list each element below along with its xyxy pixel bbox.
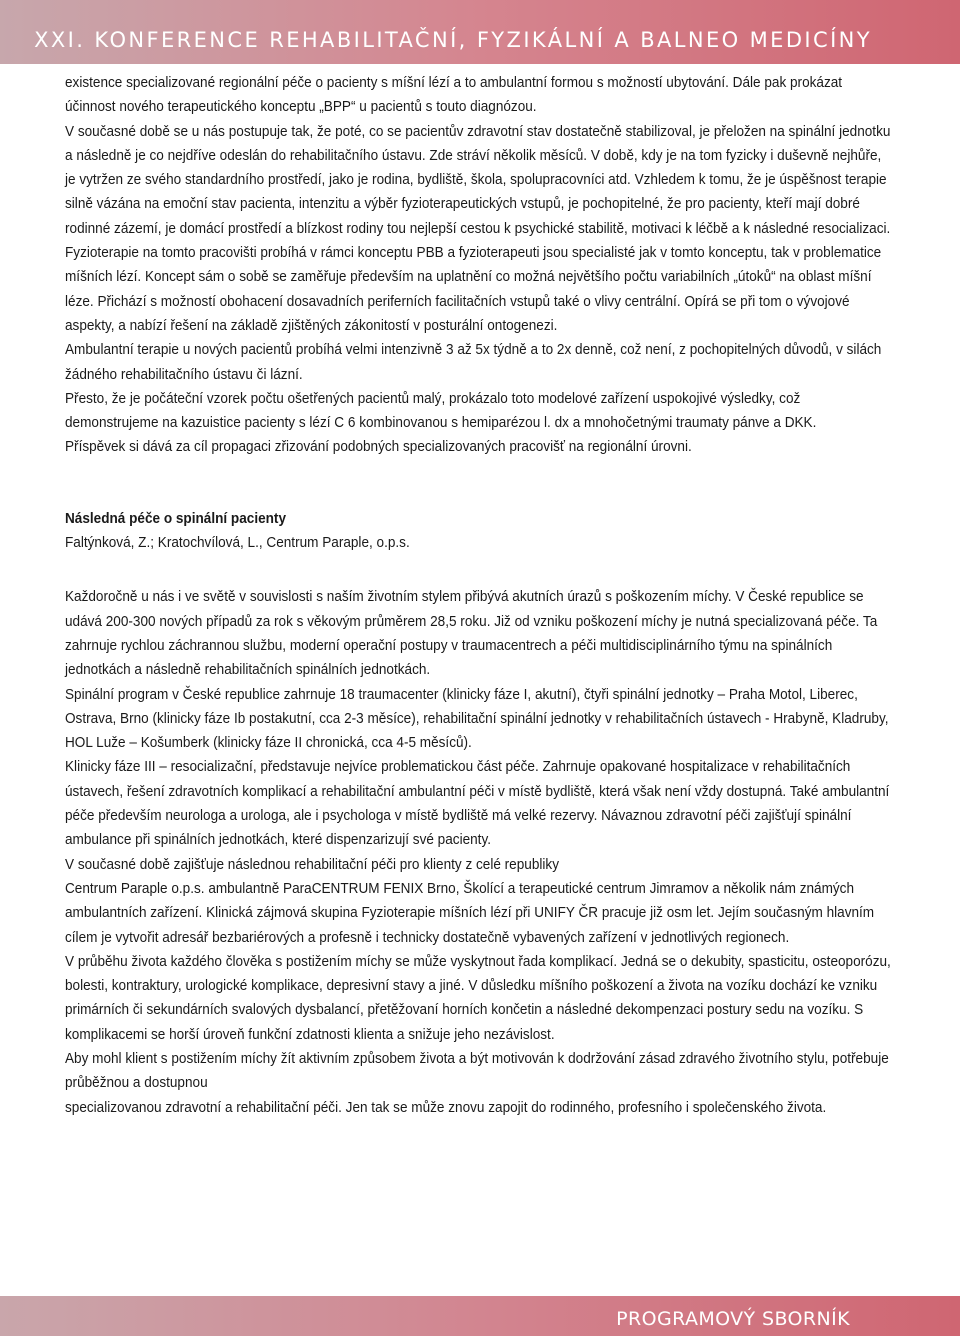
paragraph: Ambulantní terapie u nových pacientů probíhá velmi intenzivně 3 až 5x týdně a to 2x denně, což není, z pochopitelných důvodů, v silách žádného rehabilitačního ústavu či lázní.	[65, 342, 882, 383]
section-title: Následná péče o spinální pacienty	[65, 510, 287, 527]
paragraph: Každoročně u nás i ve světě v souvislosti s naším životním stylem přibývá akutních úrazů s poškozením míchy. V České republice se udává 200-300 nových případů za rok s věkovým průměrem 28,5 roku. Již od vzniku poškození míchy je nutná specializovaná péče. Ta zahrnuje rychlou záchrannou službu, moderní operační postupy v traumacentrech a péči multidisciplinárního týmu na spinálních jednotkách a následně rehabilitačních spinálních jednotkách.	[65, 589, 878, 679]
section-spacer	[65, 460, 893, 507]
paragraph: specializovanou zdravotní a rehabilitační péči. Jen tak se může znovu zapojit do rodinného, profesního i společenského života.	[65, 1099, 827, 1116]
paragraph: Přesto, že je počáteční vzorek počtu ošetřených pacientů malý, prokázalo toto modelové zařízení uspokojivé výsledky, což demonstrujeme na kazuistice pacienty s lézí C 6 kombinovanou s hemiparézou l. dx a mnohočetnými traumaty pánve a DKK.	[65, 390, 817, 432]
footer-band	[0, 1296, 960, 1336]
paragraph: Klinicky fáze III – resocializační, představuje nejvíce problematickou část péče. Zahrnuje opakované hospitalizace v rehabilitačních ústavech, řešení zdravotních komplikací a rehabilitační ambulantní péči v místě bydliště, která však není vždy dostupná. Také ambulantní péče především neurologa a urologa, ale i psychologa v místě bydliště má velké rezervy. Návaznou zdravotní péči zajišťují spinální ambulance při spinálních jednotkách, které dispenzarizují své pacienty.	[65, 759, 890, 849]
paragraph: Spinální program v České republice zahrnuje 18 traumacenter (klinicky fáze I, akutní), čtyři spinální jednotky – Praha Motol, Liberec, Ostrava, Brno (klinicky fáze Ib postakutní, cca 2-3 měsíce), rehabilitační spinální jednotky v rehabilitačních ústavech - Hrabyně, Kladruby, HOL Luže – Košumberk (klinicky fáze II chronická, cca 4-5 měsíců).	[65, 686, 889, 752]
header-band	[0, 0, 960, 64]
paragraph: V současné době zajišťuje následnou rehabilitační péči pro klienty z celé republiky	[65, 856, 559, 873]
footer-title: PROGRAMOVÝ SBORNÍK	[616, 1308, 850, 1330]
paragraph: Fyzioterapie na tomto pracovišti probíhá v rámci konceptu PBB a fyzioterapeuti jsou specialisté jak v tomto konceptu, tak v problematice míšních lézí. Koncept sám o sobě se zaměřuje především na uplatnění co možná největšího počtu variabilních „útoků“ na oblast míšní léze. Přichází s možností obohacení dosavadních periferních facilitačních vstupů také o vlivy centrální. Opírá se při tom o vývojové aspekty, a nabízí řešení na základě zjištěných zákonitostí v posturální ontogenezi.	[65, 245, 882, 334]
conference-title: XXI. KONFERENCE REHABILITAČNÍ, FYZIKÁLNÍ A BALNEO MEDICÍNY	[34, 28, 872, 52]
paragraph: Příspěvek si dává za cíl propagaci zřizování podobných specializovaných pracovišť na regionální úrovni.	[65, 439, 692, 456]
paragraph: Centrum Paraple o.p.s. ambulantně ParaCENTRUM FENIX Brno, Školící a terapeutické centrum Jimramov a několik nám známých ambulantních zařízení. Klinická zájmová skupina Fyzioterapie míšních lézí při UNIFY ČR pracuje již osm let. Jejím současným hlavním cílem je vytvořit adresář bezbariérových a profesně i technicky dostatečně vybavených zařízení v jednotlivých regionech.	[65, 880, 875, 946]
paragraph: Aby mohl klient s postižením míchy žít aktivním způsobem života a být motivován k dodržování zásad zdravého životního stylu, potřebuje průběžnou a dostupnou	[65, 1050, 889, 1092]
authors-line: Faltýnková, Z.; Kratochvílová, L., Centrum Paraple, o.p.s.	[65, 535, 410, 552]
paragraph: V současné době se u nás postupuje tak, že poté, co se pacientův zdravotní stav dostatečně stabilizoval, je přeložen na spinální jednotku a následně je co nejdříve odeslán do rehabilitačního ústavu. Zde stráví několik měsíců. V době, kdy je na tom fyzicky i duševně nejhůře, je vytržen ze svého standardního prostředí, jako je rodina, bydliště, škola, spolupracovníci atd. Vzhledem k tomu, že je úspěšnost terapie silně vázána na emoční stav pacienta, intenzitu a výběr fyzioterapeutických vstupů, je pochopitelné, že pro pacienty, kteří mají dobré rodinné zázemí, je domácí prostředí a blízkost rodiny tou nejlepší cestou k psychické stabilitě, motivaci k léčbě a k následné resocializaci.	[65, 123, 891, 237]
paragraph: V průběhu života každého člověka s postižením míchy se může vyskytnout řada komplikací. Jedná se o dekubity, spasticitu, osteoporózu, bolesti, kontraktury, urologické komplikace, depresivní stavy a jiné. V důsledku míšního poškození a života na vozíku dochází ke vzniku primárních či sekundárních svalových dysbalancí, přetěžovaní horních končetin a následné dekompenzaci postury sedu na vozíku. S komplikacemi se horší úroveň funkční zdatnosti klienta a snižuje jeho nezávislost.	[65, 953, 891, 1043]
paragraph: existence specializované regionální péče o pacienty s míšní lézí a to ambulantní formou s možností ubytování. Dále pak prokázat účinnost nového terapeutického konceptu „BPP“ u pacientů s touto diagnózou.	[65, 75, 843, 116]
article-body	[65, 71, 893, 1120]
section-spacer	[65, 555, 893, 585]
